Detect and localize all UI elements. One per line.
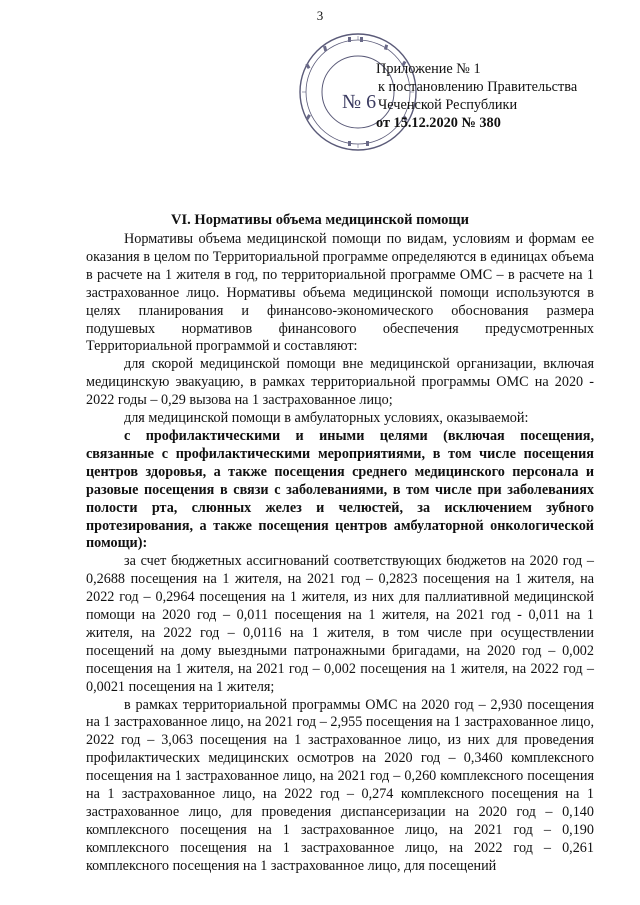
appendix-title: Приложение № 1 [376, 61, 481, 77]
appendix-republic: Чеченской Республики [378, 97, 518, 113]
appendix-block [376, 60, 577, 132]
paragraph: в рамках территориальной программы ОМС на 2020 год – 2,930 посещения на 1 застрахованное лицо, на 2021 год – 2,955 посещения на 1 застрахованное лицо, 2022 год – 3,063 посещения на 1 застрахованное лицо, из них для проведения профилактических медицинских осмотров на 2020 год – 0,3460 комплексного посещения на 1 застрахованное лицо, на 2021 год – 0,260 комплексного посещения на 1 застрахованное лицо, на 2022 год – 0,274 комплексного посещения на 1 застрахованное лицо, для проведения диспансеризации на 2020 год – 0,140 комплексного посещения на 1 застрахованное лицо, на 2021 год – 0,190 комплексного посещения на 1 застрахованное лицо, на 2022 год – 0,261 комплексного посещения на 1 застрахованное лицо, для посещений [86, 696, 594, 874]
page-number: 3 [316, 8, 324, 23]
appendix-date-number: от 15.12.2020 № 380 [376, 115, 501, 131]
paragraph: с профилактическими и иными целями (включая посещения, связанные с профилактическими мероприятиями, в том числе посещения центров здоровья, а также посещения среднего медицинского персонала и разовые посещения в связи с заболеваниями, в том числе при заболеваниях полости рта, слюнных желез и челюстей, за исключением зубного протезирования, а также посещения центров амбулаторной онкологической помощи): [86, 427, 594, 552]
document-body [86, 231, 594, 876]
stamp-number: № 6 [342, 91, 377, 113]
paragraph: для скорой медицинской помощи вне медицинской организации, включая медицинскую эвакуацию, в рамках территориальной программы ОМС на 2020 - 2022 годы – 0,29 вызова на 1 застрахованное лицо; [86, 356, 594, 409]
paragraph: Нормативы объема медицинской помощи по видам, условиям и формам ее оказания в целом по Территориальной программе определяются в единицах объема в расчете на 1 жителя в год, по территориальной программе ОМС – в расчете на 1 застрахованное лицо. Нормативы объема медицинской помощи используются в целях планирования и финансово-экономического обоснования размера подушевых нормативов финансового обеспечения предусмотренных Территориальной программой и составляют: [86, 231, 594, 355]
section-title: VI. Нормативы объема медицинской помощи [171, 212, 469, 228]
appendix-resolution: к постановлению Правительства [378, 79, 578, 95]
paragraph: за счет бюджетных ассигнований соответствующих бюджетов на 2020 год – 0,2688 посещения на 1 жителя, на 2021 год – 0,2823 посещения на 1 жителя, на 2022 год – 0,2964 посещения на 1 жителя, из них для паллиативной медицинской помощи на 2020 год – 0,011 посещения на 1 жителя, на 2021 год - 0,011 на 1 жителя, на 2022 год – 0,0116 на 1 жителя, в том числе при осуществлении посещений на дому выездными патронажными бригадами, на 2020 год – 0,002 посещения на 1 жителя, на 2021 год – 0,002 посещения на 1 жителя, на 2022 год – 0,0021 посещения на 1 жителя; [86, 553, 594, 695]
paragraph: для медицинской помощи в амбулаторных условиях, оказываемой: [124, 410, 529, 427]
